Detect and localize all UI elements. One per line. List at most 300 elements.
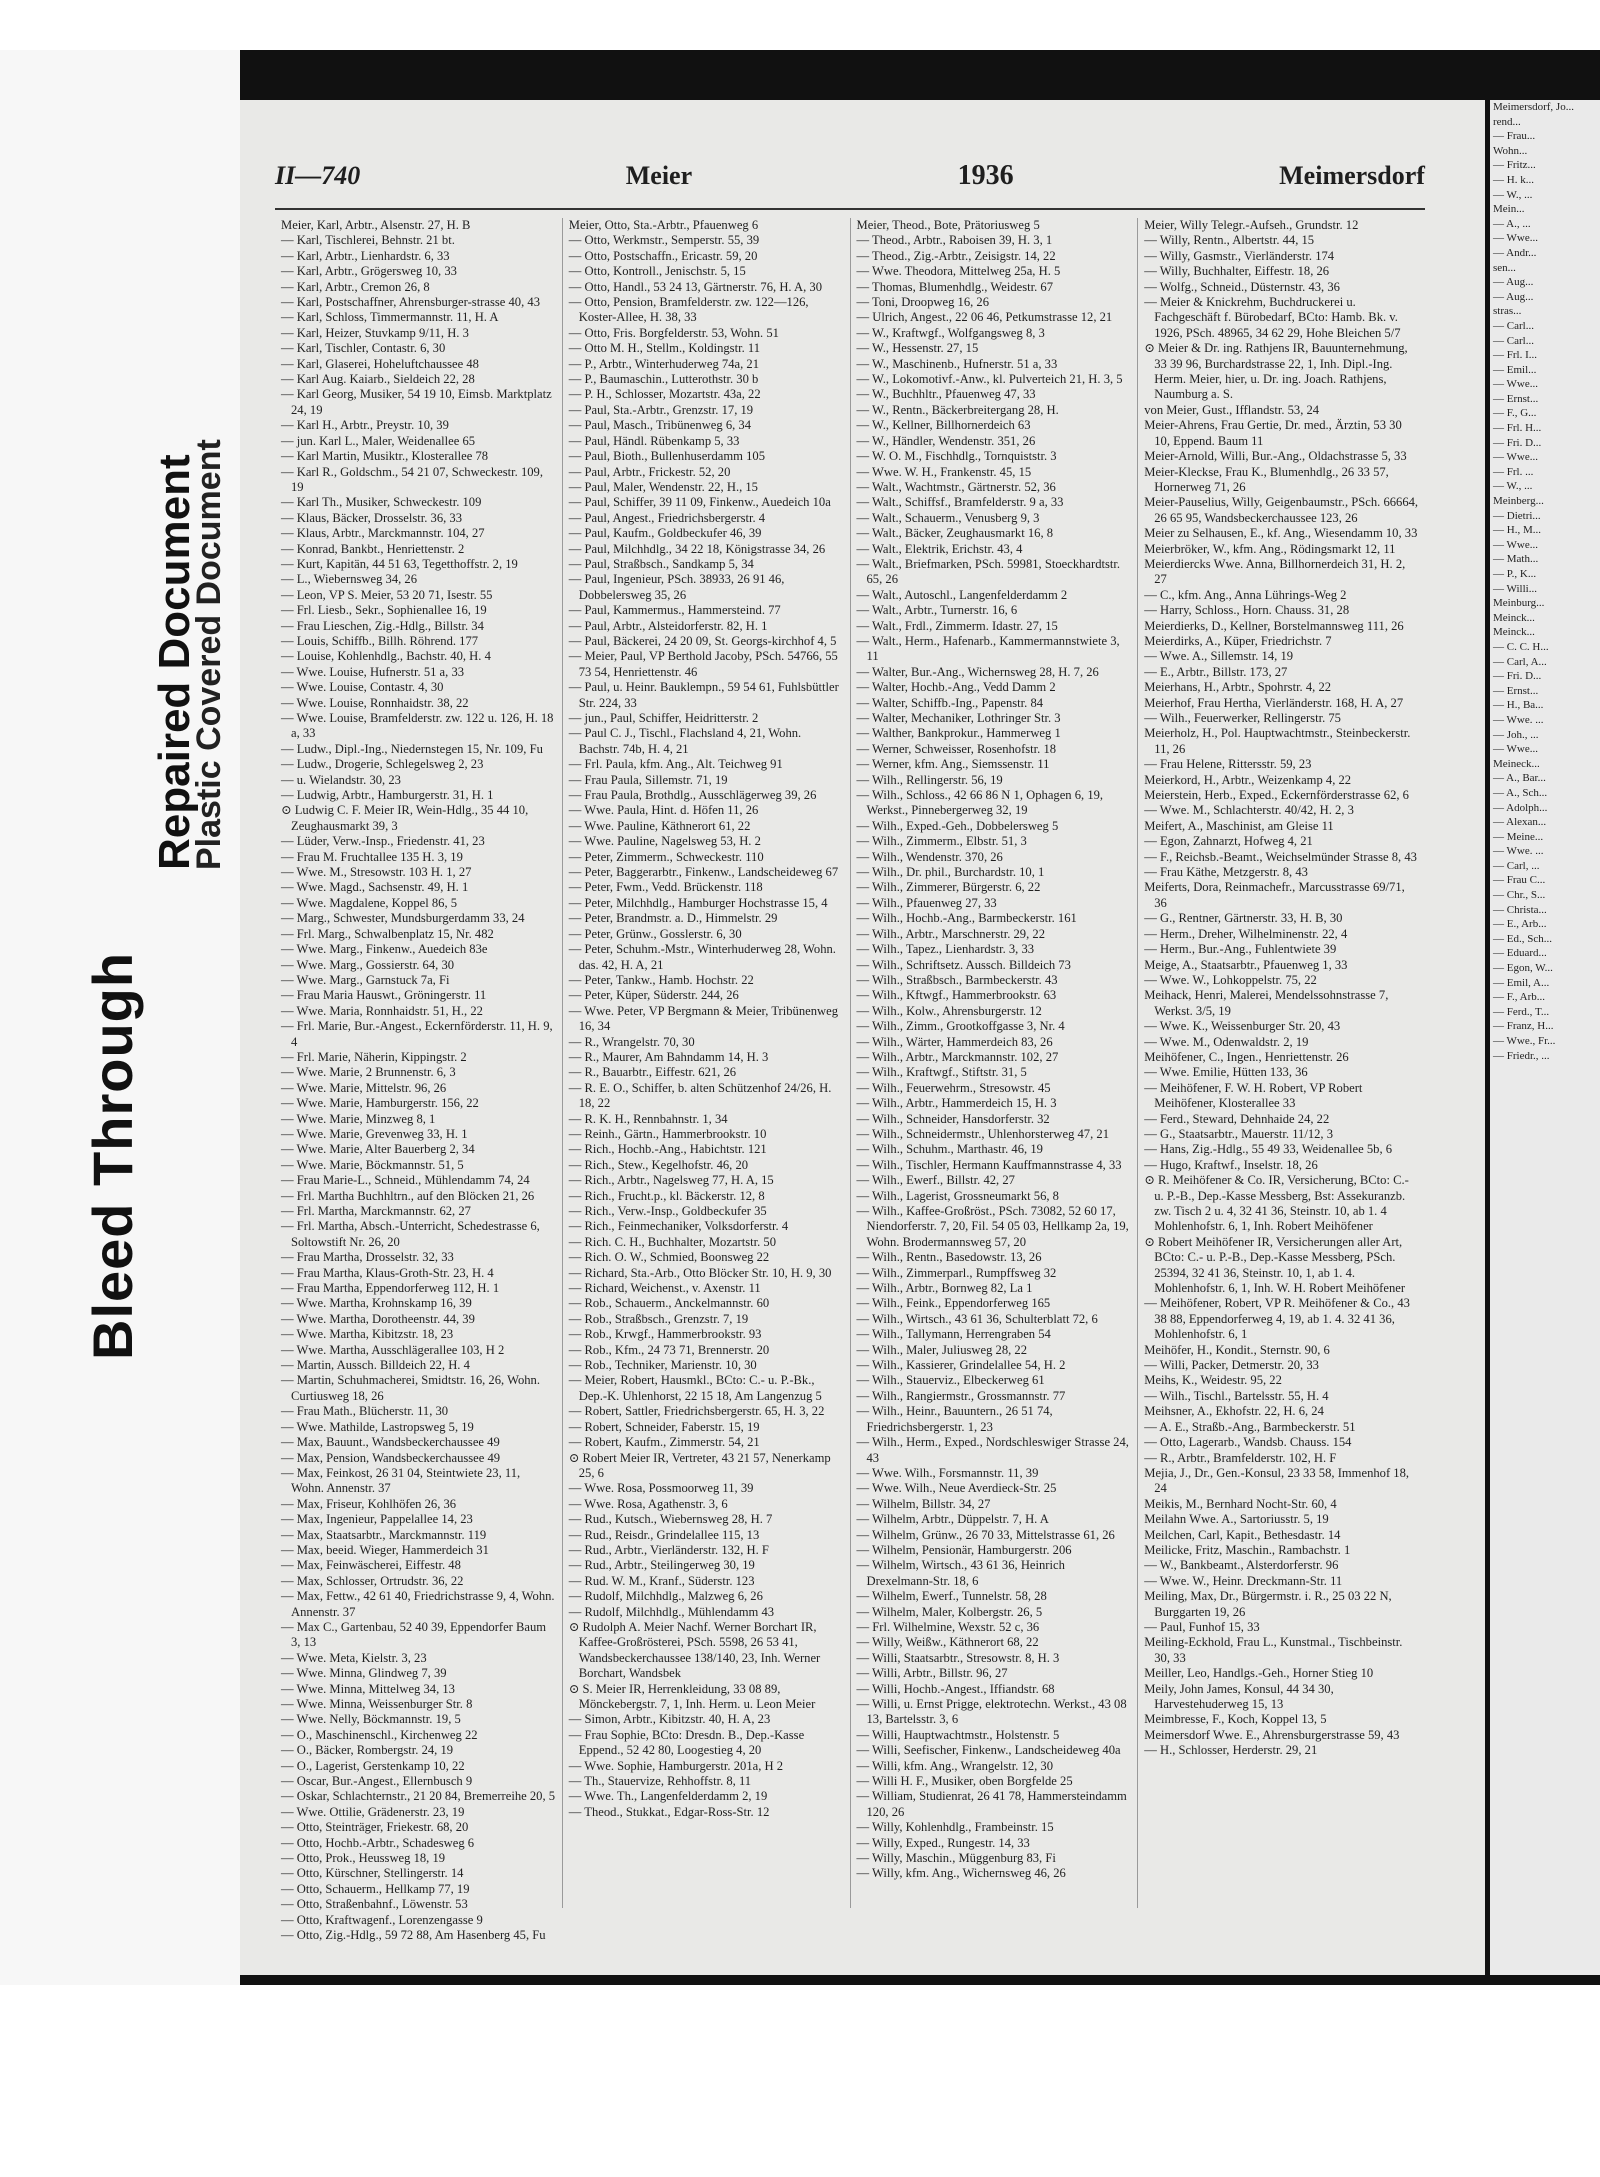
directory-entry: — Frl. Paula, kfm. Ang., Alt. Teichweg 91 bbox=[568, 757, 783, 772]
directory-entry: — Wilh., Heinr., Bauuntern., 26 51 74, Friedrichsbergerstr. 1, 23 bbox=[856, 1404, 1053, 1434]
next-page-entry: Meinck... bbox=[1493, 626, 1535, 639]
next-page-entry: — W., ... bbox=[1493, 188, 1533, 201]
directory-entry: Meily, John James, Konsul, 44 34 30, Harvestehuderweg 15, 13 bbox=[1144, 1681, 1334, 1711]
directory-entry: — Wilh., Arbtr., Bornweg 82, La 1 bbox=[856, 1281, 1033, 1296]
directory-entry: — Harry, Schloss., Horn. Chauss. 31, 28 bbox=[1144, 603, 1350, 618]
next-page-entry: — Wwe... bbox=[1493, 743, 1539, 756]
next-page-entry: — Wwe... bbox=[1493, 538, 1539, 551]
directory-entry: — Wwe. Louise, Contastr. 4, 30 bbox=[281, 680, 444, 695]
column-2 bbox=[563, 218, 851, 1908]
next-page-entry: — H. k... bbox=[1493, 173, 1534, 186]
directory-entry: — Rich., Verw.-Insp., Goldbeckufer 35 bbox=[568, 1204, 767, 1218]
directory-entry: Meierkord, H., Arbtr., Weizenkamp 4, 22 bbox=[1144, 772, 1352, 787]
directory-entry: — Otto, Straßenbahnf., Löwenstr. 53 bbox=[281, 1897, 468, 1912]
directory-entry: ⊙ Meier & Dr. ing. Rathjens IR, Bauunternehmung, 33 39 96, Burchardstrasse 22, 1, Inh. Dipl.-Ing. Herm. Meier, hier, u. Dr. ing. Joach. Rathjens, Naumburg a. S. bbox=[1144, 341, 1408, 402]
directory-entry: — Wilh., Zimmerparl., Rumpffsweg 32 bbox=[856, 1265, 1057, 1280]
directory-entry: — R., Wrangelstr. 70, 30 bbox=[568, 1034, 695, 1049]
directory-entry: — Frau Marie-L., Schneid., Mühlendamm 74, 24 bbox=[281, 1173, 530, 1188]
directory-entry: — Frl. Martha, Absch.-Unterricht, Schedestrasse 6, Soltowstift Nr. 26, 20 bbox=[281, 1219, 540, 1249]
directory-entry: — P., Baumaschin., Lutterothstr. 30 b bbox=[568, 372, 759, 387]
directory-entry: — P. H., Schlosser, Mozartstr. 43a, 22 bbox=[568, 387, 761, 402]
directory-entry: — Simon, Arbtr., Kibitzstr. 40, H. A, 23 bbox=[568, 1712, 771, 1727]
next-page-entry: — Ferd., T... bbox=[1493, 1005, 1550, 1018]
directory-entry: — Wwe. Marie, Minzweg 8, 1 bbox=[281, 1111, 436, 1126]
directory-entry: — Willi, Hochb.-Angest., Iffiandstr. 68 bbox=[856, 1681, 1055, 1696]
directory-entry: — Wilh., Kraftwgf., Stiftstr. 31, 5 bbox=[856, 1065, 1027, 1080]
directory-entry: — Meier & Knickrehm, Buchdruckerei u. Fachgeschäft f. Bürobedarf, BCto: Hamb. Bk. v. 1926, PSch. 48965, 34 62 29, Hohe Bleichen 5/7 bbox=[1144, 295, 1401, 340]
directory-entry: — Louise, Kohlenhdlg., Bachstr. 40, H. 4 bbox=[281, 649, 491, 664]
next-page-entry: Wohn... bbox=[1493, 144, 1528, 157]
directory-entry: — Max, Feinwäscherei, Eiffestr. 48 bbox=[281, 1558, 461, 1573]
next-page-entry: — Wwe. ... bbox=[1493, 713, 1544, 726]
directory-entry: — Karl Georg, Musiker, 54 19 10, Eimsb. Marktplatz 24, 19 bbox=[281, 387, 552, 417]
directory-entry: — Wwe. Martha, Krohnskamp 16, 39 bbox=[281, 1296, 472, 1311]
next-page-entry: — A., ... bbox=[1493, 217, 1531, 230]
directory-entry: — Werner, kfm. Ang., Siemssenstr. 11 bbox=[856, 757, 1050, 772]
next-page-entry: — Emil... bbox=[1493, 363, 1537, 376]
directory-entry: — Otto, Hochb.-Arbtr., Schadesweg 6 bbox=[281, 1835, 475, 1850]
directory-entry: Meihs, K., Weidestr. 95, 22 bbox=[1144, 1373, 1282, 1388]
directory-entry: — Wwe. W. H., Frankenstr. 45, 15 bbox=[856, 464, 1032, 479]
directory-entry: — Herm., Bur.-Ang., Fuhlentwiete 39 bbox=[1144, 942, 1337, 957]
banner-title-plastic: Plastic Covered Document bbox=[190, 439, 228, 870]
directory-entry: — Wilh., Schneider, Hansdorferstr. 32 bbox=[856, 1111, 1050, 1126]
directory-entry: — Wilhelm, Pensionär, Hamburgerstr. 206 bbox=[856, 1542, 1072, 1557]
directory-entry: — Paul, Masch., Tribünenweg 6, 34 bbox=[568, 418, 752, 433]
directory-entry: — Otto, Postschaffn., Ericastr. 59, 20 bbox=[568, 248, 758, 263]
directory-entry: Meilahn Wwe. A., Sartoriusstr. 5, 19 bbox=[1144, 1512, 1329, 1527]
directory-entry: — Wilh., Kftwgf., Hammerbrookstr. 63 bbox=[856, 988, 1057, 1003]
directory-entry: — Karl, Heizer, Stuvkamp 9/11, H. 3 bbox=[281, 325, 469, 340]
next-page-entry: stras... bbox=[1493, 305, 1522, 318]
directory-entry: Meimersdorf Wwe. E., Ahrensburgerstrasse 59, 43 bbox=[1144, 1727, 1400, 1742]
directory-entry: — Wilh., Tischler, Hermann Kauffmannstrasse 4, 33 bbox=[856, 1157, 1122, 1172]
directory-entry: — Klaus, Arbtr., Marckmannstr. 104, 27 bbox=[281, 526, 485, 541]
directory-entry: — Wwe. Minna, Weissenburger Str. 8 bbox=[281, 1697, 473, 1711]
next-page-entry: — F., Arb... bbox=[1493, 991, 1545, 1004]
directory-entry: — Rich. C. H., Buchhalter, Mozartstr. 50 bbox=[568, 1234, 777, 1249]
next-page-entry: — E., Arb... bbox=[1493, 918, 1547, 931]
next-page-entry: — Frau... bbox=[1493, 130, 1536, 143]
directory-entry: — Wilh., Pfauenweg 27, 33 bbox=[856, 895, 997, 910]
next-page-entry: Meinburg... bbox=[1493, 597, 1545, 610]
next-page-entry: — Ed., Sch... bbox=[1493, 932, 1552, 945]
directory-entry: ⊙ S. Meier IR, Herrenkleidung, 33 08 89, Mönckebergstr. 7, 1, Inh. Herm. u. Leon Meier bbox=[568, 1681, 816, 1711]
directory-entry: — Wwe. Rosa, Possmoorweg 11, 39 bbox=[568, 1481, 754, 1496]
directory-entry: — Marg., Schwester, Mundsburgerdamm 33, 24 bbox=[281, 911, 525, 926]
directory-entry: — Frl. Martha Buchhltrn., auf den Blöcken 21, 26 bbox=[281, 1188, 535, 1203]
next-page-entry: — Wwe... bbox=[1493, 451, 1539, 464]
directory-entry: — Ludwig, Arbtr., Hamburgerstr. 31, H. 1 bbox=[281, 788, 494, 803]
directory-entry: — W., Bankbeamt., Alsterdorferstr. 96 bbox=[1144, 1558, 1339, 1573]
directory-entry: — Max, Schlosser, Ortrudstr. 36, 22 bbox=[281, 1573, 464, 1588]
directory-entry: — Willy, Kohlenhdlg., Frambeinstr. 15 bbox=[856, 1820, 1054, 1835]
next-page-entry: — Fritz... bbox=[1493, 159, 1536, 172]
directory-entry: — Walter, Schiffb.-Ing., Papenstr. 84 bbox=[856, 695, 1044, 710]
next-page-entry: — H., Ba... bbox=[1493, 699, 1544, 712]
directory-entry: — u. Wielandstr. 30, 23 bbox=[281, 772, 401, 787]
directory-entry: Meier zu Selhausen, E., kf. Ang., Wiesendamm 10, 33 bbox=[1144, 526, 1418, 541]
directory-entry: ⊙ Rudolph A. Meier Nachf. Werner Borchart IR, Kaffee-Großrösterei, PSch. 5598, 26 53 41, Wandsbeckerchaussee 138/140, 23, Inh. Werner Borchart, Wandsbek bbox=[568, 1619, 821, 1681]
next-page-entry: — W., ... bbox=[1493, 480, 1533, 493]
directory-entry: — G., Rentner, Gärtnerstr. 33, H. B, 30 bbox=[1144, 911, 1343, 926]
directory-entry: Meihöfer, H., Kondit., Sternstr. 90, 6 bbox=[1144, 1342, 1330, 1357]
directory-entry: Meimbresse, F., Koch, Koppel 13, 5 bbox=[1144, 1712, 1327, 1727]
directory-entry: — Rud., Kutsch., Wiebernsweg 28, H. 7 bbox=[568, 1512, 773, 1527]
directory-entry: — Rud. W. M., Kranf., Süderstr. 123 bbox=[568, 1573, 755, 1588]
directory-entry: — Wilh., Arbtr., Marckmannstr. 102, 27 bbox=[856, 1049, 1059, 1064]
next-page-entry: — Frl. I... bbox=[1493, 349, 1537, 362]
directory-entry: von Meier, Gust., Ifflandstr. 53, 24 bbox=[1144, 402, 1320, 417]
directory-entry: — Paul, Arbtr., Alsteidorferstr. 82, H. 1 bbox=[568, 618, 768, 633]
directory-entry: — Wilh., Kaffee-Großröst., PSch. 73082, 52 60 17, Niendorferstr. 7, 20, Fil. 54 05 03, Hellkamp 2a, 19, Wohn. Brodermannsweg 57, 20 bbox=[856, 1204, 1129, 1249]
directory-entry: — Wilh., Rellingerstr. 56, 19 bbox=[856, 772, 1003, 787]
directory-entry: — Wwe. M., Odenwaldstr. 2, 19 bbox=[1144, 1034, 1309, 1049]
directory-entry: — Meier, Robert, Hausmkl., BCto: C.- u. P.-Bk., Dep.-K. Uhlenhorst, 22 15 18, Am Langenzug 5 bbox=[568, 1373, 822, 1403]
directory-entry: — Wilh., Kolw., Ahrensburgerstr. 12 bbox=[856, 1003, 1042, 1018]
directory-entry: — Willi, kfm. Ang., Wrangelstr. 12, 30 bbox=[856, 1758, 1054, 1773]
directory-entry: — Theod., Arbtr., Raboisen 39, H. 3, 1 bbox=[856, 233, 1053, 248]
directory-entry: — Werner, Schweisser, Rosenhofstr. 18 bbox=[856, 741, 1057, 756]
next-page-entry: — H., M... bbox=[1493, 524, 1541, 537]
directory-entry: — Hans, Zig.-Hdlg., 55 49 33, Weidenallee 5b, 6 bbox=[1144, 1142, 1393, 1157]
directory-entry: Meilicke, Fritz, Maschin., Rambachstr. 1 bbox=[1144, 1542, 1351, 1557]
directory-entry: — Frl. Martha, Marckmannstr. 62, 27 bbox=[281, 1204, 471, 1218]
directory-entry: — Willy, Buchhalter, Eiffestr. 18, 26 bbox=[1144, 264, 1330, 279]
next-page-entry: — Wwe... bbox=[1493, 378, 1539, 391]
directory-entry: — Wilh., Arbtr., Marschnerstr. 29, 22 bbox=[856, 926, 1045, 941]
directory-entry: — Paul, Milchhdlg., 34 22 18, Königstrasse 34, 26 bbox=[568, 541, 826, 556]
banner-title-bleed-through: Bleed Through bbox=[81, 951, 144, 1360]
directory-entry: — Wilh., Tischl., Bartelsstr. 55, H. 4 bbox=[1144, 1388, 1329, 1403]
directory-entry: — Wwe. A., Sillemstr. 14, 19 bbox=[1144, 649, 1294, 664]
directory-entry: — Willi, Hauptwachtmstr., Holstenstr. 5 bbox=[856, 1727, 1060, 1742]
directory-entry: — Wwe. W., Lohkoppelstr. 75, 22 bbox=[1144, 972, 1317, 987]
directory-entry: Meiling, Max, Dr., Bürgermstr. i. R., 25 03 22 N, Burggarten 19, 26 bbox=[1144, 1589, 1392, 1619]
next-page-entry: — Wwe... bbox=[1493, 232, 1539, 245]
directory-entry: — Karl, Arbtr., Lienhardstr. 6, 33 bbox=[281, 248, 450, 263]
directory-entry: — Meihöfener, Robert, VP R. Meihöfener & Co., 43 38 88, Eppendorferweg 4, 19, ab 1. 4. 32 41 36, Mohlenhofstr. 6, 1 bbox=[1144, 1296, 1410, 1342]
directory-entry: — Willi, Arbtr., Billstr. 96, 27 bbox=[856, 1666, 1008, 1681]
directory-entry: — Wilh., Wendenstr. 370, 26 bbox=[856, 849, 1003, 864]
directory-entry: — Walt., Frdl., Zimmerm. Idastr. 27, 15 bbox=[856, 618, 1058, 633]
directory-entry: — Paul, Bioth., Bullenhuserdamm 105 bbox=[568, 449, 765, 464]
directory-entry: — Frau Käthe, Metzgerstr. 8, 43 bbox=[1144, 865, 1308, 880]
next-page-entry: — Fri. D... bbox=[1493, 436, 1542, 449]
directory-entry: — Paul, u. Heinr. Bauklempn., 59 54 61, Fuhlsbüttler Str. 224, 33 bbox=[568, 680, 839, 710]
directory-entry: — Karl Martin, Musiktr., Klosterallee 78 bbox=[281, 449, 489, 464]
directory-entry: — Frau Paula, Brothdlg., Ausschlägerweg 39, 26 bbox=[568, 788, 817, 803]
banner-title-repaired: Repaired Document bbox=[150, 454, 199, 870]
page-content bbox=[275, 160, 1425, 1943]
next-page-entry: Meinck... bbox=[1493, 611, 1535, 624]
next-page-entry: — P., K... bbox=[1493, 568, 1537, 580]
directory-entry: — Otto, Prok., Heussweg 18, 19 bbox=[281, 1851, 446, 1866]
next-page-entry: — Franz, H... bbox=[1493, 1020, 1554, 1033]
directory-entry: Meierhans, H., Arbtr., Spohrstr. 4, 22 bbox=[1144, 680, 1332, 695]
directory-entry: — Wwe. Paula, Hint. d. Höfen 11, 26 bbox=[568, 803, 759, 818]
directory-entry: — Wwe. Louise, Bramfelderstr. zw. 122 u. 126, H. 18 a, 33 bbox=[281, 711, 554, 741]
directory-entry: — P., Arbtr., Winterhuderweg 74a, 21 bbox=[568, 356, 759, 371]
directory-entry: — Rich. O. W., Schmied, Boonsweg 22 bbox=[568, 1250, 770, 1265]
directory-entry: — Frau Paula, Sillemstr. 71, 19 bbox=[568, 772, 728, 787]
directory-entry: — Wwe. Ottilie, Grädenerstr. 23, 19 bbox=[281, 1804, 465, 1819]
directory-entry: — Peter, Zimmerm., Schweckestr. 110 bbox=[568, 849, 764, 864]
directory-entry: — Wilh., Dr. phil., Burchardstr. 10, 1 bbox=[856, 865, 1045, 880]
directory-entry: — Rob., Krwgf., Hammerbrookstr. 93 bbox=[568, 1327, 762, 1342]
directory-entry: — Wilh., Feuerwehrm., Stresowstr. 45 bbox=[856, 1080, 1051, 1095]
next-page-entry: — Ernst... bbox=[1493, 392, 1539, 405]
directory-entry: — O., Maschinenschl., Kirchenweg 22 bbox=[281, 1727, 478, 1742]
directory-entry: — Karl, Glaserei, Hoheluftchaussee 48 bbox=[281, 356, 479, 371]
directory-entry: — Karl R., Goldschm., 54 21 07, Schweckestr. 109, 19 bbox=[281, 464, 543, 494]
directory-entry: — Rich., Feinmechaniker, Volksdorferstr. 4 bbox=[568, 1219, 789, 1234]
next-page-entry: — Joh., ... bbox=[1493, 728, 1539, 741]
directory-entry: Meierdierks, D., Kellner, Borstelmannsweg 111, 26 bbox=[1144, 618, 1404, 633]
next-page-entry: — Carl... bbox=[1493, 319, 1534, 332]
directory-entry: — Wilh., Schuhm., Marthastr. 46, 19 bbox=[856, 1142, 1043, 1157]
next-page-entry: sen... bbox=[1493, 261, 1516, 274]
directory-entry: — Paul, Händl. Rübenkamp 5, 33 bbox=[568, 433, 740, 448]
directory-entry: — Max, beeid. Wieger, Hammerdeich 31 bbox=[281, 1542, 489, 1557]
directory-entry: — Th., Stauervize, Rehhoffstr. 8, 11 bbox=[568, 1774, 752, 1789]
directory-entry: — O., Bäcker, Rombergstr. 24, 19 bbox=[281, 1743, 454, 1758]
directory-entry: — Frl. Marie, Bur.-Angest., Eckernförderstr. 11, H. 9, 4 bbox=[281, 1019, 553, 1049]
directory-entry: — Wwe. Rosa, Agathenstr. 3, 6 bbox=[568, 1496, 728, 1511]
next-page-edge bbox=[1490, 100, 1600, 1975]
directory-entry: — Oscar, Bur.-Angest., Ellernbusch 9 bbox=[281, 1774, 473, 1789]
directory-entry: Meifert, A., Maschinist, am Gleise 11 bbox=[1144, 818, 1334, 833]
directory-entry: — Otto, Kraftwagenf., Lorenzengasse 9 bbox=[281, 1912, 483, 1927]
directory-entry: — Oskar, Schlachternstr., 21 20 84, Bremerreihe 20, 5 bbox=[281, 1789, 556, 1804]
directory-entry: — Wwe. Martha, Dorotheenstr. 44, 39 bbox=[281, 1311, 475, 1326]
next-page-entry: — Adolph... bbox=[1493, 801, 1548, 814]
directory-entry: — Rud., Arbtr., Vierländerstr. 132, H. F bbox=[568, 1542, 769, 1557]
directory-entry: — F., Reichsb.-Beamt., Weichselmünder Strasse 8, 43 bbox=[1144, 849, 1417, 864]
directory-entry: — Willi H. F., Musiker, oben Borgfelde 25 bbox=[856, 1774, 1073, 1789]
directory-entry: — Meihöfener, F. W. H. Robert, VP Robert Meihöfener, Klosterallee 33 bbox=[1144, 1080, 1363, 1111]
directory-entry: — Reinh., Gärtn., Hammerbrookstr. 10 bbox=[568, 1126, 767, 1141]
directory-entry: — Wilh., Wirtsch., 43 61 36, Schulterblatt 72, 6 bbox=[856, 1311, 1098, 1326]
directory-entry: — C., kfm. Ang., Anna Lührings-Weg 2 bbox=[1144, 587, 1347, 602]
directory-entry: — Peter, Baggerarbtr., Finkenw., Landscheideweg 67 bbox=[568, 865, 839, 880]
directory-entry: — Louis, Schiffb., Billh. Röhrend. 177 bbox=[281, 633, 479, 648]
next-page-entry: — Aug... bbox=[1493, 276, 1534, 289]
directory-entry: — Rich., Arbtr., Nagelsweg 77, H. A, 15 bbox=[568, 1173, 774, 1188]
directory-entry: — Wilh., Herm., Exped., Nordschleswiger Strasse 24, 43 bbox=[856, 1435, 1129, 1465]
next-page-entry: — Friedr., ... bbox=[1493, 1049, 1550, 1062]
directory-entry: — Max, Friseur, Kohlhöfen 26, 36 bbox=[281, 1496, 457, 1511]
directory-entry: — Wwe. Nelly, Böckmannstr. 19, 5 bbox=[281, 1712, 461, 1727]
directory-entry: — Paul C. J., Tischl., Flachsland 4, 21, Wohn. Bachstr. 74b, H. 4, 21 bbox=[568, 726, 802, 756]
directory-entry: — Max, Bauunt., Wandsbeckerchaussee 49 bbox=[281, 1435, 500, 1450]
directory-entry: — jun. Karl L., Maler, Weidenallee 65 bbox=[281, 433, 476, 448]
next-page-entry: — Carl... bbox=[1493, 334, 1534, 347]
directory-entry: ⊙ R. Meihöfener & Co. IR, Versicherung, BCto: C.- u. P.-B., Dep.-Kasse Messberg, Bst: Assekuranzb. zw. Tisch 2 u. 4, 32 41 36, Steinstr. 10, ab 1. 4 Mohlenhofstr. 6, 1, Inh. Robert Meihöfener bbox=[1144, 1173, 1409, 1234]
directory-entry: — Wilh., Rangiermstr., Grossmannstr. 77 bbox=[856, 1388, 1066, 1403]
directory-entry: — Karl, Arbtr., Cremon 26, 8 bbox=[281, 279, 430, 294]
directory-entry: — Richard, Weichenst., v. Axenstr. 11 bbox=[568, 1281, 761, 1296]
directory-entry: — Peter, Küper, Süderstr. 244, 26 bbox=[568, 988, 739, 1003]
directory-entry: — Wilh., Maler, Juliusweg 28, 22 bbox=[856, 1342, 1028, 1357]
directory-entry: — Wwe. Pauline, Nagelsweg 53, H. 2 bbox=[568, 834, 761, 849]
directory-entry: — Wwe. W., Heinr. Dreckmann-Str. 11 bbox=[1144, 1573, 1343, 1588]
directory-entry: Meier-Kleckse, Frau K., Blumenhdlg., 26 33 57, Hornerweg 71, 26 bbox=[1144, 464, 1389, 494]
directory-entry: — Wilh., Rentn., Basedowstr. 13, 26 bbox=[856, 1250, 1042, 1265]
directory-entry: — Walt., Bäcker, Zeughausmarkt 16, 8 bbox=[856, 526, 1054, 541]
directory-entry: — Wilh., Arbtr., Hammerdeich 15, H. 3 bbox=[856, 1096, 1057, 1111]
directory-entry: — Wilhelm, Ewerf., Tunnelstr. 58, 28 bbox=[856, 1589, 1047, 1604]
directory-entry: — Frau Sophie, BCto: Dresdn. B., Dep.-Kasse Eppend., 52 42 80, Loogestieg 4, 20 bbox=[568, 1727, 805, 1758]
next-page-column bbox=[1490, 100, 1600, 1063]
directory-entry: — Wwe. Marg., Garnstuck 7a, Fi bbox=[281, 972, 450, 987]
directory-entry: — Lüder, Verw.-Insp., Friedenstr. 41, 23 bbox=[281, 834, 485, 849]
directory-entry: — Willi, u. Ernst Prigge, elektrotechn. Werkst., 43 08 13, Bartelsstr. 3, 6 bbox=[856, 1697, 1127, 1727]
directory-entry: — Wwe. K., Weissenburger Str. 20, 43 bbox=[1144, 1019, 1341, 1034]
right-guide-word: Meimersdorf bbox=[1279, 161, 1425, 190]
directory-entry: — Meier, Paul, VP Berthold Jacoby, PSch. 54766, 55 73 54, Henriettenstr. 46 bbox=[568, 649, 838, 679]
next-page-entry: Meinberg... bbox=[1493, 495, 1544, 508]
directory-entry: — Theod., Zig.-Arbtr., Zeisigstr. 14, 22 bbox=[856, 248, 1056, 263]
directory-entry: — Martin, Schuhmacherei, Smidtstr. 16, 26, Wohn. Curtiusweg 18, 26 bbox=[281, 1373, 541, 1403]
directory-entry: — Hugo, Kraftwf., Inselstr. 18, 26 bbox=[1144, 1157, 1318, 1172]
directory-entry: — Wwe. Louise, Ronnhaidstr. 38, 22 bbox=[281, 695, 469, 710]
side-banner bbox=[0, 50, 240, 1985]
next-page-entry: — C. C. H... bbox=[1493, 640, 1549, 653]
directory-entry: — Max, Staatsarbtr., Marckmannstr. 119 bbox=[281, 1527, 487, 1542]
directory-entry: — Otto, Steinträger, Friekestr. 68, 20 bbox=[281, 1820, 469, 1835]
directory-entry: — H., Schlosser, Herderstr. 29, 21 bbox=[1144, 1743, 1318, 1758]
year-label: 1936 bbox=[957, 160, 1014, 191]
directory-entry: — Wwe. Peter, VP Bergmann & Meier, Tribünenweg 16, 34 bbox=[568, 1003, 839, 1034]
directory-entry: — Wwe. M., Stresowstr. 103 H. 1, 27 bbox=[281, 865, 472, 880]
next-page-entry: — Willi... bbox=[1493, 582, 1537, 595]
next-page-entry: rend... bbox=[1493, 115, 1521, 128]
directory-entry: — Wwe. Marie, Grevenweg 33, H. 1 bbox=[281, 1126, 468, 1141]
directory-entry: — Wilh., Schloss., 42 66 86 N 1, Ophagen 6, 19, Werkst., Pinnebergerweg 32, 19 bbox=[856, 788, 1104, 818]
directory-entry: — Rud., Arbtr., Steilingerweg 30, 19 bbox=[568, 1558, 755, 1573]
directory-entry: — O., Lagerist, Gerstenkamp 10, 22 bbox=[281, 1758, 465, 1773]
directory-entry: — Wilh., Zimm., Grootkoffgasse 3, Nr. 4 bbox=[856, 1019, 1065, 1034]
directory-entry: — Max, Ingenieur, Pappelallee 14, 23 bbox=[281, 1512, 473, 1527]
next-page-entry: — Alexan... bbox=[1493, 816, 1547, 829]
directory-entry: Mejia, J., Dr., Gen.-Konsul, 23 33 58, Immenhof 18, 24 bbox=[1144, 1465, 1410, 1496]
directory-entry: — jun., Paul, Schiffer, Heidritterstr. 2 bbox=[568, 711, 759, 725]
directory-entry: — Otto M. H., Stellm., Koldingstr. 11 bbox=[568, 341, 760, 356]
directory-entry: — Wwe. Meta, Kielstr. 3, 23 bbox=[281, 1650, 427, 1665]
directory-entry: — Rud., Reisdr., Grindelallee 115, 13 bbox=[568, 1527, 760, 1542]
next-page-entry: — Andr... bbox=[1493, 246, 1537, 259]
directory-entry: — Willi, Packer, Detmerstr. 20, 33 bbox=[1144, 1358, 1319, 1373]
directory-entry: — W., Maschinenb., Hufnerstr. 51 a, 33 bbox=[856, 356, 1058, 371]
directory-entry: Meier-Arnold, Willi, Bur.-Ang., Oldachstrasse 5, 33 bbox=[1144, 449, 1407, 464]
page-number: II—740 bbox=[275, 161, 361, 190]
directory-entry: Meiller, Leo, Handlgs.-Geh., Horner Stieg 10 bbox=[1144, 1666, 1374, 1681]
directory-entry: Meierdiercks Wwe. Anna, Billhornerdeich 31, H. 2, 27 bbox=[1144, 556, 1406, 587]
directory-entry: — R., Arbtr., Bramfelderstr. 102, H. F bbox=[1144, 1450, 1337, 1465]
directory-entry: — Frl. Wilhelmine, Wexstr. 52 c, 36 bbox=[856, 1619, 1040, 1634]
entry-columns bbox=[275, 218, 1425, 1943]
directory-entry: — Walt., Schiffsf., Bramfelderstr. 9 a, 33 bbox=[856, 495, 1064, 510]
column-3 bbox=[851, 218, 1139, 1908]
next-page-entry: — Aug... bbox=[1493, 290, 1534, 303]
directory-entry: — Walter, Bur.-Ang., Wichernsweg 28, H. 7, 26 bbox=[856, 664, 1099, 679]
directory-entry: — Willy, Weißw., Käthnerort 68, 22 bbox=[856, 1635, 1039, 1650]
next-page-entry: — Meine... bbox=[1493, 830, 1544, 843]
directory-entry: — Rich., Stew., Kegelhofstr. 46, 20 bbox=[568, 1157, 749, 1172]
directory-entry: — Willi, Seefischer, Finkenw., Landscheideweg 40a bbox=[856, 1743, 1121, 1758]
directory-entry: — Otto, Kürschner, Stellingerstr. 14 bbox=[281, 1866, 464, 1881]
directory-entry: — Willy, kfm. Ang., Wichernsweg 46, 26 bbox=[856, 1866, 1066, 1881]
directory-entry: — Max C., Gartenbau, 52 40 39, Eppendorfer Baum 3, 13 bbox=[281, 1619, 547, 1650]
directory-entry: — Wilh., Feink., Eppendorferweg 165 bbox=[856, 1296, 1051, 1311]
directory-entry: — Rob., Schauerm., Anckelmannstr. 60 bbox=[568, 1296, 770, 1311]
directory-entry: — Paul, Angest., Friedrichsbergerstr. 4 bbox=[568, 510, 766, 525]
directory-entry: — Rob., Straßbsch., Grenzstr. 7, 19 bbox=[568, 1311, 749, 1326]
directory-entry: — Wilhelm, Arbtr., Düppelstr. 7, H. A bbox=[856, 1512, 1049, 1527]
directory-entry: ⊙ Robert Meier IR, Vertreter, 43 21 57, Nenerkamp 25, 6 bbox=[568, 1450, 831, 1480]
directory-entry: — Karl H., Arbtr., Preystr. 10, 39 bbox=[281, 418, 449, 433]
directory-entry: — W., Rentn., Bäckerbreitergang 28, H. bbox=[856, 402, 1059, 417]
directory-entry: — Wwe. Marg., Gossierstr. 64, 30 bbox=[281, 957, 455, 972]
directory-entry: — Ferd., Steward, Dehnhaide 24, 22 bbox=[1144, 1111, 1330, 1126]
directory-entry: — R., Bauarbtr., Eiffestr. 621, 26 bbox=[568, 1065, 737, 1080]
left-guide-word: Meier bbox=[625, 161, 693, 190]
directory-entry: — Egon, Zahnarzt, Hofweg 4, 21 bbox=[1144, 834, 1313, 849]
directory-entry: — E., Arbtr., Billstr. 173, 27 bbox=[1144, 664, 1288, 679]
directory-entry: — Klaus, Bäcker, Drosselstr. 36, 33 bbox=[281, 510, 463, 525]
directory-entry: — Wwe. Theodora, Mittelweg 25a, H. 5 bbox=[856, 264, 1061, 279]
directory-entry: — Wwe. Maria, Ronnhaidstr. 51, H., 22 bbox=[281, 1003, 483, 1018]
directory-entry: — Paul, Funhof 15, 33 bbox=[1144, 1619, 1260, 1634]
directory-entry: — Wwe. Wilh., Neue Averdieck-Str. 25 bbox=[856, 1481, 1057, 1496]
directory-entry: — Otto, Schauerm., Hellkamp 77, 19 bbox=[281, 1881, 470, 1896]
directory-entry: — Peter, Brandmstr. a. D., Himmelstr. 29 bbox=[568, 911, 778, 926]
directory-entry: — Otto, Kontroll., Jenischstr. 5, 15 bbox=[568, 264, 746, 279]
next-page-entry: — A., Bar... bbox=[1493, 772, 1546, 785]
directory-entry: Meierbröker, W., kfm. Ang., Rödingsmarkt 12, 11 bbox=[1144, 541, 1396, 556]
directory-entry: — Max, Fettw., 42 61 40, Friedrichstrasse 9, 4, Wohn. Annenstr. 37 bbox=[281, 1589, 555, 1619]
directory-entry: — Wwe. Marie, Böckmannstr. 51, 5 bbox=[281, 1157, 464, 1172]
directory-entry: — Frau Math., Blücherstr. 11, 30 bbox=[281, 1404, 449, 1419]
next-page-entry: — Math... bbox=[1493, 553, 1539, 566]
directory-entry: — Karl, Tischler, Contastr. 6, 30 bbox=[281, 341, 446, 356]
next-page-entry: — Christa... bbox=[1493, 903, 1547, 916]
directory-entry: Meier, Theod., Bote, Prätoriusweg 5 bbox=[856, 218, 1040, 232]
directory-entry: — Walt., Herm., Hafenarb., Kammermannstwiete 3, 11 bbox=[856, 633, 1120, 664]
directory-entry: — Walter, Mechaniker, Lothringer Str. 3 bbox=[856, 711, 1061, 725]
directory-entry: — Walt., Arbtr., Turnerstr. 16, 6 bbox=[856, 603, 1018, 618]
directory-entry: — Wwe. Marie, Alter Bauerberg 2, 34 bbox=[281, 1142, 475, 1157]
directory-entry: Meier, Karl, Arbtr., Alsenstr. 27, H. B bbox=[281, 218, 471, 232]
directory-entry: Meier, Willy Telegr.-Aufseh., Grundstr. 12 bbox=[1144, 218, 1359, 232]
directory-entry: — Wilh., Schneidermstr., Uhlenhorsterweg 47, 21 bbox=[856, 1126, 1109, 1141]
directory-entry: Meiling-Eckhold, Frau L., Kunstmal., Tischbeinstr. 30, 33 bbox=[1144, 1635, 1403, 1665]
directory-entry: — Otto, Zig.-Hdlg., 59 72 88, Am Hasenberg 45, Fu bbox=[281, 1928, 546, 1943]
directory-entry: — Otto, Werkmstr., Semperstr. 55, 39 bbox=[568, 233, 760, 248]
next-page-entry: — Carl, ... bbox=[1493, 859, 1540, 872]
directory-entry: Meierdirks, A., Küper, Friedrichstr. 7 bbox=[1144, 633, 1332, 648]
directory-entry: — Thomas, Blumenhdlg., Weidestr. 67 bbox=[856, 279, 1054, 294]
directory-entry: — Wilh., Exped.-Geh., Dobbelersweg 5 bbox=[856, 818, 1059, 833]
directory-entry: — Karl, Schloss, Timmermannstr. 11, H. A bbox=[281, 310, 499, 325]
directory-entry: Meier-Pauselius, Willy, Geigenbaumstr., PSch. 66664, 26 65 95, Wandsbeckerchaussee 123, 26 bbox=[1144, 495, 1419, 525]
directory-entry: — Karl Th., Musiker, Schweckestr. 109 bbox=[281, 495, 482, 510]
directory-entry: — Wilh., Feuerwerker, Rellingerstr. 75 bbox=[1144, 711, 1341, 725]
directory-entry: — Wwe. Minna, Mittelweg 34, 13 bbox=[281, 1681, 455, 1696]
directory-entry: Meiferts, Dora, Reinmachefr., Marcusstrasse 69/71, 36 bbox=[1144, 880, 1405, 910]
directory-entry: — Wwe. Th., Langenfelderdamm 2, 19 bbox=[568, 1789, 768, 1804]
